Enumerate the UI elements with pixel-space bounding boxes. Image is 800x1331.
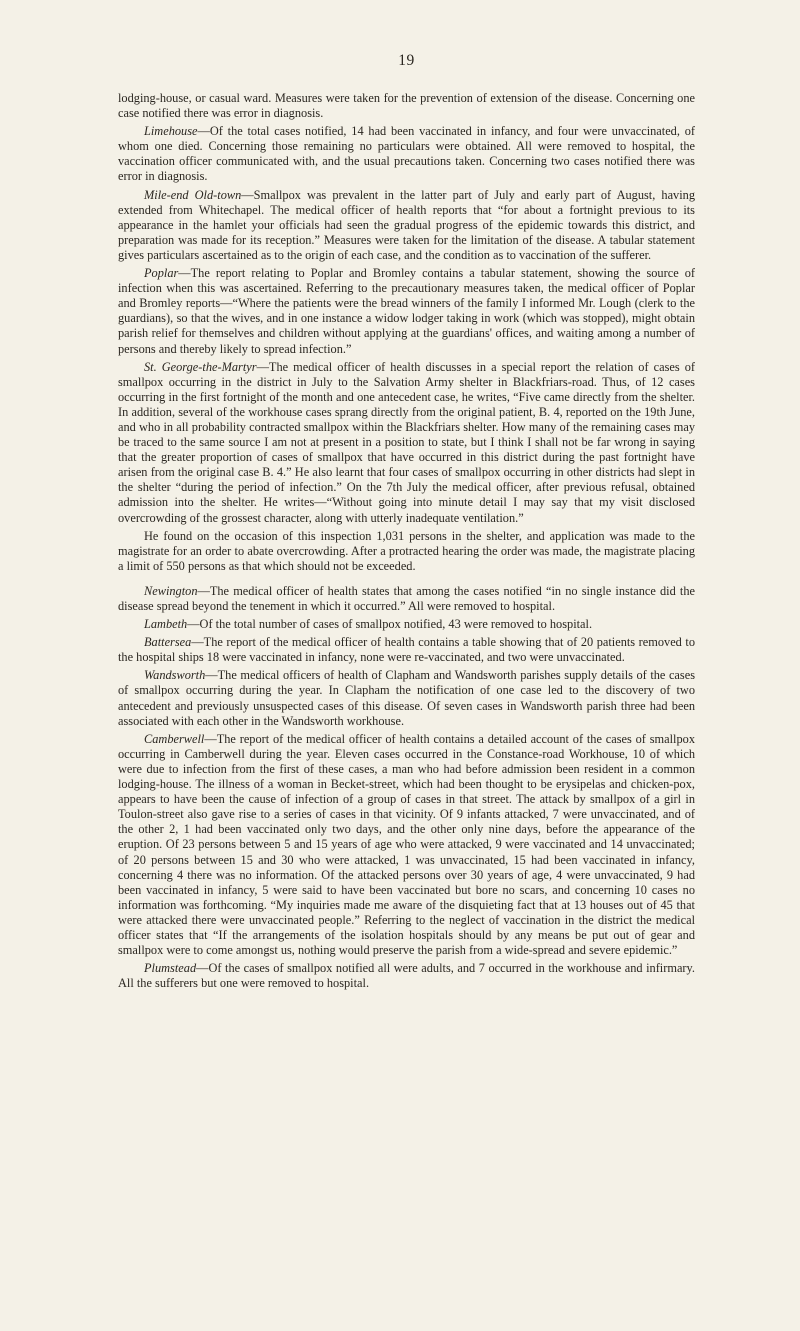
- paragraph-newington: [118, 584, 695, 614]
- paragraph-poplar: [118, 266, 695, 357]
- paragraph-shelter-inspection: [118, 529, 695, 574]
- paragraph-text: —The report relating to Poplar and Bromley contains a tabular statement, showing the source of infection when this was ascertained. Referring to the precautionary measures taken, the medical officer of Poplar and Bromley reports—“Where the patients were the bread winners of the family I informed Mr. Lough (clerk to the guardians), so that the wives, and in one instance a widow lodger taking in work (which was stopped), might obtain parish relief for themselves and children without applying at the guardians' offices, and waiting among a number of persons and thereby likely to spread infection.”: [118, 266, 695, 356]
- paragraph-text: —Smallpox was prevalent in the latter part of July and early part of August, having extended from Whitechapel. The medical officer of health reports that “for about a fortnight previous to its appearance in the hamlet your officials had seen the gradual progress of the epidemic towards this district, and preparation was made for its reception.” Measures were taken for the limitation of the disease. A tabular statement gives particulars ascertained as to the origin of each case, and the condition as to vaccination of the sufferer.: [118, 187, 695, 262]
- district-heading: Battersea: [144, 635, 192, 650]
- district-heading: Limehouse: [144, 124, 198, 139]
- district-heading: Wandsworth: [144, 668, 206, 683]
- district-heading: Plumstead: [144, 961, 197, 976]
- paragraph-wandsworth: [118, 668, 695, 728]
- paragraph-continuation: [118, 91, 695, 121]
- page-number: 19: [398, 52, 415, 69]
- paragraph-st-george: [118, 360, 695, 526]
- paragraph-plumstead: [118, 961, 695, 991]
- paragraph-text: —The medical officers of health of Clapham and Wandsworth parishes supply details of the cases of smallpox occurring during the year. In Clapham the notification of one case led to the discovery of two antecedent and previously unsuspected cases of this disease. Of seven cases in Wandsworth parish three had been associated with each other in the Wandsworth workhouse.: [118, 668, 695, 728]
- paragraph-text: —The report of the medical officer of health contains a table showing that of 20 patients removed to the hospital ships 18 were vaccinated in infancy, none were re-vaccinated, and two were unvaccinated.: [118, 635, 695, 665]
- document-page: [118, 52, 695, 994]
- district-heading: Poplar: [144, 266, 179, 281]
- district-heading: Newington: [144, 583, 198, 598]
- district-heading: Mile-end Old-town: [144, 187, 242, 202]
- paragraph-mile-end: [118, 188, 695, 263]
- paragraph-lambeth: [118, 617, 695, 632]
- paragraph-limehouse: [118, 124, 695, 184]
- district-heading: St. George-the-Martyr: [144, 359, 257, 374]
- paragraph-text: —Of the cases of smallpox notified all were adults, and 7 occurred in the workhouse and infirmary. All the sufferers but one were removed to hospital.: [118, 961, 695, 991]
- paragraph-text: —Of the total number of cases of smallpox notified, 43 were removed to hospital.: [187, 617, 593, 632]
- paragraph-text: —The medical officer of health states that among the cases notified “in no single instance did the disease spread beyond the tenement in which it occurred.” All were removed to hospital.: [118, 583, 695, 613]
- district-heading: Camberwell: [144, 731, 205, 746]
- paragraph-text: —Of the total cases notified, 14 had been vaccinated in infancy, and four were unvaccinated, of whom one died. Concerning those remaining no particulars were obtained. All were removed to hospital, the vaccination officer communicated with, and the usual precautions taken. Concerning two cases notified there was error in diagnosis.: [118, 124, 695, 184]
- paragraph-text: —The medical officer of health discusses in a special report the relation of cases of smallpox occurring in the district in July to the Salvation Army shelter in Blackfriars-road. Thus, of 12 cases occurring in the first fortnight of the month and one antecedent case, he writes, “Five came directly from the shelter. In addition, several of the workhouse cases sprang directly from the original patient, B. 4, reported on the 19th June, and who in all probability contracted smallpox within the Blackfriars shelter. How many of the remaining cases may be traced to the same source I am not at present in a position to state, but I think I shall not be far wrong in saying that the greater proportion of cases of smallpox that have occurred in this district during the past fortnight have arisen from the original case B. 4.” He also learnt that four cases of smallpox occurring in other districts had slept in the shelter “during the period of infection.” On the 7th July the medical officer, after previous refusal, obtained admission into the shelter. He writes—“Without going into minute detail I may say that my visit disclosed overcrowding of the grossest character, along with utterly inadequate ventilation.”: [118, 359, 695, 525]
- paragraph-text: —The report of the medical officer of health contains a detailed account of the cases of smallpox occurring in Camberwell during the year. Eleven cases occurred in the Constance-road Workhouse, 10 of which were due to infection from the first of these cases, a man who had before admission been resident in a common lodging-house. The illness of a woman in Becket-street, which had been thought to be erysipelas and chicken-pox, appears to have been the cause of infection of a group of cases in that street. The attack by smallpox of a girl in Toulon-street also gave rise to a series of cases in that vicinity. Of 9 infants attacked, 7 were unvaccinated, and of the other 2, 1 had been vaccinated only two days, and the other only nine days, before the appearance of the eruption. Of 23 persons between 5 and 15 years of age who were attacked, 9 were vaccinated and 14 unvaccinated; of 20 persons between 15 and 30 who were attacked, 1 was unvaccinated, 15 had been vaccinated in infancy, concerning 4 there was no information. Of the attacked persons over 30 years of age, 4 were unvaccinated, 9 had been vaccinated in infancy, 5 were said to have been vaccinated but bore no scars, and concerning 10 cases no information was forthcoming. “My inquiries made me aware of the disquieting fact that at 13 houses out of 45 that were attacked there were unvaccinated people.” Referring to the neglect of vaccination in the district the medical officer states that “If the arrangements of the isolation hospitals should by any means be put out of gear and smallpox were to come amongst us, nothing would preserve the parish from a wide-spread and severe epidemic.”: [118, 731, 695, 958]
- paragraph-text: lodging-house, or casual ward. Measures were taken for the prevention of extension of the disease. Concerning one case notified there was error in diagnosis.: [118, 91, 695, 121]
- paragraph-text: He found on the occasion of this inspection 1,031 persons in the shelter, and application was made to the magistrate for an order to abate overcrowding. After a protracted hearing the order was made, the magistrate placing a limit of 550 persons as that which should not be exceeded.: [118, 528, 695, 573]
- district-heading: Lambeth: [144, 617, 188, 632]
- paragraph-battersea: [118, 635, 695, 665]
- paragraph-camberwell: [118, 732, 695, 958]
